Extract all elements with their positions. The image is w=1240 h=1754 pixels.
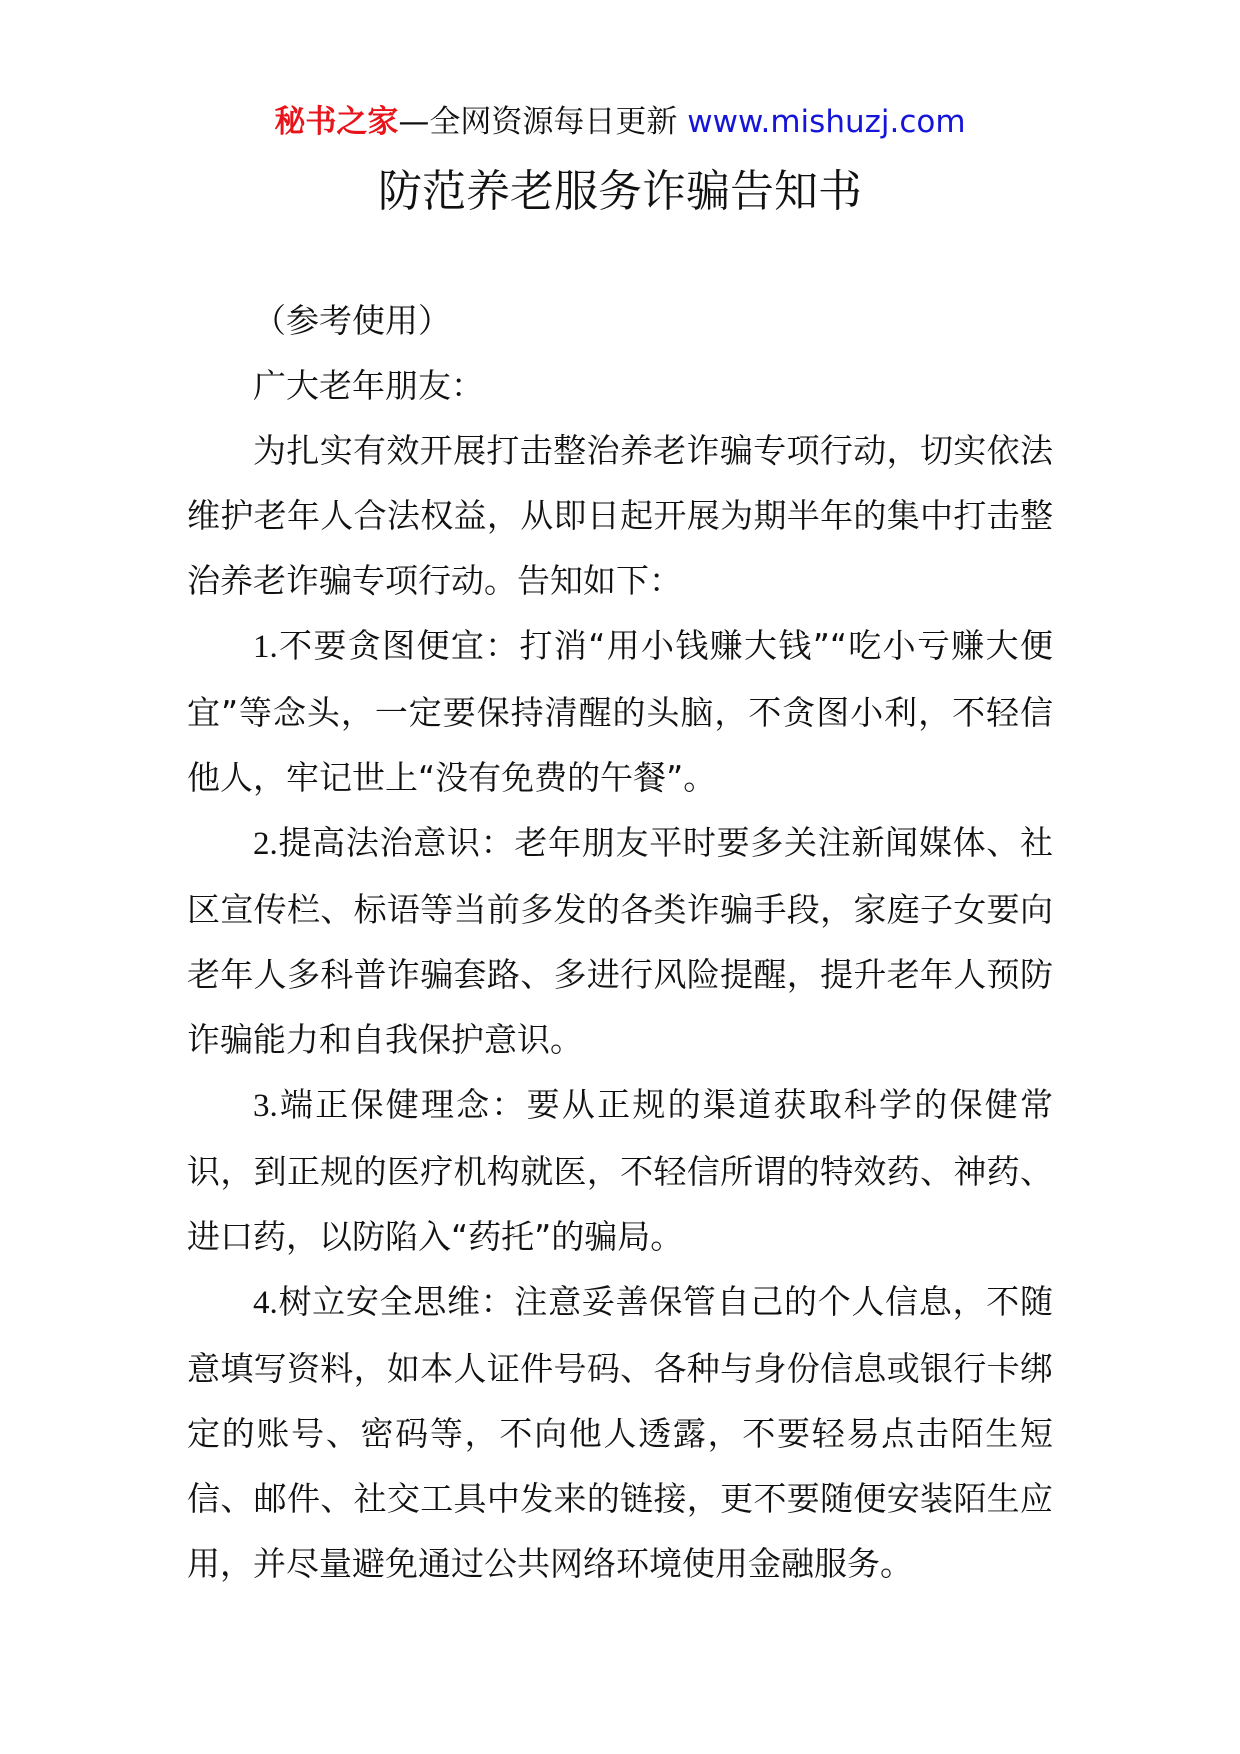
intro-paragraph: 为扎实有效开展打击整治养老诈骗专项行动，切实依法维护老年人合法权益，从即日起开展为期半年的集中打击整治养老诈骗专项行动。告知如下： (187, 431, 1053, 600)
item-text: 树立安全思维：注意妥善保管自己的个人信息，不随意填写资料，如本人证件号码、各种与身份信息或银行卡绑定的账号、密码等，不向他人透露，不要轻易点击陌生短信、邮件、社交工具中发来的链接，更不要随便安装陌生应用，并尽量避免通过公共网络环境使用金融服务。 (187, 1282, 1053, 1583)
list-item (187, 810, 1053, 1072)
list-item (187, 1072, 1053, 1269)
brand-name: 秘书之家 (274, 104, 399, 140)
item-number: 2. (253, 826, 278, 862)
item-text: 提高法治意识：老年朋友平时要多关注新闻媒体、社区宣传栏、标语等当前多发的各类诈骗手段，家庭子女要向老年人多科普诈骗套路、多进行风险提醒，提升老年人预防诈骗能力和自我保护意识。 (187, 823, 1053, 1059)
item-number: 3. (253, 1088, 278, 1124)
item-text: 不要贪图便宜：打消“用小钱赚大钱”“吃小亏赚大便宜”等念头，一定要保持清醒的头脑，不贪图小利，不轻信他人，牢记世上“没有免费的午餐”。 (187, 626, 1053, 797)
header-tagline: —全网资源每日更新 (398, 104, 688, 140)
item-number: 1. (253, 629, 278, 665)
item-text: 端正保健理念：要从正规的渠道获取科学的保健常识，到正规的医疗机构就医，不轻信所谓的特效药、神药、进口药，以防陷入“药托”的骗局。 (187, 1085, 1053, 1256)
salutation: 广大老年朋友： (253, 366, 484, 405)
list-item (187, 1269, 1053, 1596)
site-header (0, 100, 1240, 144)
document-body (187, 288, 1053, 1596)
list-item (187, 613, 1053, 810)
reference-note: （参考使用） (253, 301, 451, 340)
item-number: 4. (253, 1285, 278, 1321)
document-title: 防范养老服务诈骗告知书 (378, 166, 862, 217)
site-url-link[interactable]: www.mishuzj.com (687, 104, 966, 140)
